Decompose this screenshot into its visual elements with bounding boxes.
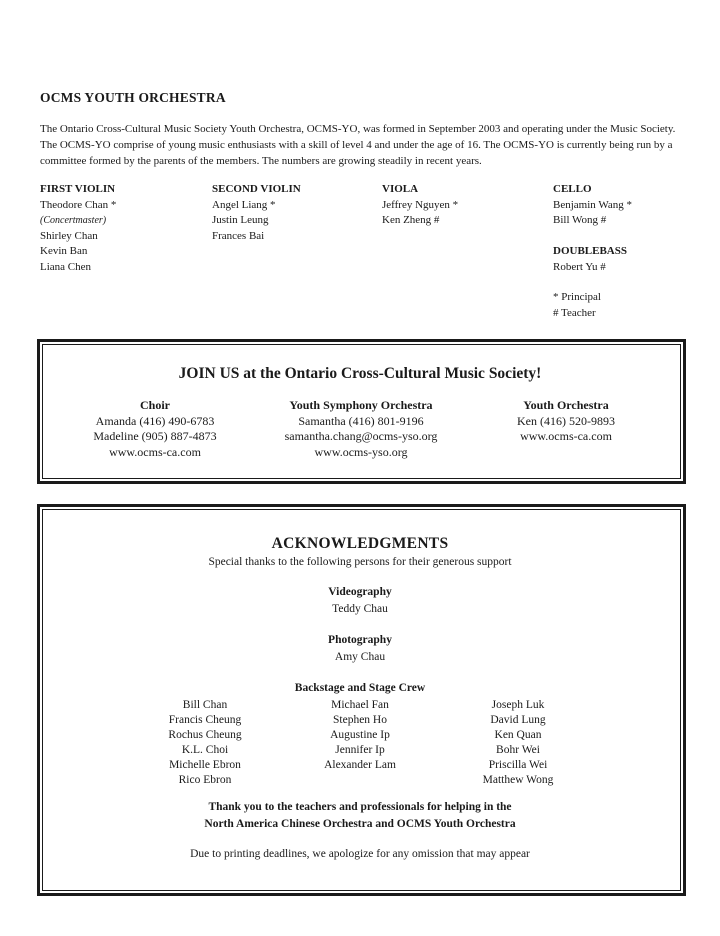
- crew-name: Joseph Luk: [491, 699, 545, 711]
- member-name: Jeffrey Nguyen *: [382, 198, 459, 211]
- cello-section: [553, 182, 632, 229]
- crew-name: K.L. Choi: [181, 744, 229, 756]
- crew-name: Michelle Ebron: [169, 759, 241, 771]
- crew-column-3: [458, 698, 578, 788]
- second-violin-section: [212, 182, 301, 244]
- member-name: Benjamin Wang *: [553, 198, 632, 211]
- crew-name: Matthew Wong: [482, 774, 554, 786]
- crew-name: Jennifer Ip: [335, 744, 385, 756]
- videography-name: Teddy Chau: [332, 603, 388, 615]
- crew-column-2: [300, 698, 420, 773]
- yso-contact: [256, 398, 466, 460]
- yo-contact: [476, 398, 656, 445]
- crew-name: Rochus Cheung: [168, 729, 242, 741]
- photography-heading: Photography: [328, 634, 392, 646]
- crew-name: Michael Fan: [331, 699, 389, 711]
- legend-teacher: # Teacher: [553, 306, 596, 319]
- member-name: Bill Wong #: [553, 214, 607, 226]
- member-name: Shirley Chan: [40, 229, 98, 242]
- crew-name: Francis Cheung: [168, 714, 242, 726]
- thanks-line-1: Thank you to the teachers and professionals for helping in the: [208, 801, 512, 813]
- symbol-legend: [553, 290, 601, 321]
- crew-name: Priscilla Wei: [488, 759, 548, 771]
- member-name: Robert Yu #: [553, 260, 606, 273]
- member-name: Liana Chen: [40, 260, 92, 273]
- contact-line: Ken (416) 520-9893: [517, 413, 615, 428]
- crew-name: David Lung: [490, 714, 546, 726]
- acknowledgments-subtitle: Special thanks to the following persons for their generous support: [208, 556, 512, 568]
- omission-note: Due to printing deadlines, we apologize for any omission that may appear: [190, 848, 530, 860]
- crew-name: Augustine Ip: [330, 729, 390, 741]
- member-role: (Concertmaster): [40, 215, 107, 226]
- member-name: Theodore Chan *: [40, 198, 117, 211]
- crew-name: Alexander Lam: [324, 759, 396, 771]
- section-heading: SECOND VIOLIN: [212, 183, 301, 195]
- section-heading: CELLO: [553, 183, 592, 195]
- choir-contact: [60, 398, 250, 460]
- crew-name: Bohr Wei: [496, 744, 540, 756]
- crew-name: Stephen Ho: [333, 714, 387, 726]
- section-heading: DOUBLEBASS: [553, 245, 627, 257]
- first-violin-section: [40, 182, 116, 275]
- crew-heading: Backstage and Stage Crew: [294, 682, 426, 694]
- contact-heading: Youth Symphony Orchestra: [289, 398, 433, 412]
- contact-line: Amanda (416) 490-6783: [95, 413, 215, 428]
- member-name: Frances Bai: [212, 229, 265, 242]
- viola-section: [382, 182, 458, 229]
- intro-paragraph: The Ontario Cross-Cultural Music Society Youth Orchestra, OCMS-YO, was formed in September 2003 and operating under the Music Society. The OCMS-YO comprise of young music enthusiasts with a skill of level 4 and under the age of 16. The OCMS-YO is currently being run by a committee formed by the parents of the members. The numbers are growing steadily in recent years.: [40, 123, 676, 167]
- contact-line: Samantha (416) 801-9196: [298, 413, 424, 428]
- member-name: Justin Leung: [212, 214, 269, 226]
- contact-heading: Youth Orchestra: [523, 398, 609, 412]
- thanks-line-2: North America Chinese Orchestra and OCMS Youth Orchestra: [204, 818, 516, 830]
- contact-line: Madeline (905) 887-4873: [93, 429, 217, 443]
- videography-heading: Videography: [328, 586, 392, 598]
- contact-website: www.ocms-ca.com: [520, 429, 612, 443]
- member-name: Kevin Ban: [40, 245, 88, 257]
- member-name: Ken Zheng #: [382, 214, 440, 226]
- section-title: OCMS YOUTH ORCHESTRA: [40, 90, 226, 105]
- member-name: Angel Liang *: [212, 198, 276, 211]
- contact-website: www.ocms-yso.org: [314, 444, 408, 459]
- photography-name: Amy Chau: [334, 651, 386, 663]
- contact-website: www.ocms-ca.com: [109, 444, 201, 459]
- doublebass-section: [553, 244, 627, 275]
- crew-column-1: [145, 698, 265, 788]
- crew-name: Rico Ebron: [178, 774, 232, 786]
- crew-name: Bill Chan: [182, 699, 228, 711]
- section-heading: VIOLA: [382, 183, 419, 195]
- contact-heading: Choir: [140, 398, 170, 412]
- contact-email: samantha.chang@ocms-yso.org: [284, 429, 438, 443]
- join-us-title: JOIN US at the Ontario Cross-Cultural Music Society!: [178, 365, 542, 382]
- acknowledgments-title: ACKNOWLEDGMENTS: [271, 535, 449, 552]
- legend-principal: * Principal: [553, 291, 601, 303]
- crew-name: Ken Quan: [494, 729, 542, 741]
- section-heading: FIRST VIOLIN: [40, 183, 116, 195]
